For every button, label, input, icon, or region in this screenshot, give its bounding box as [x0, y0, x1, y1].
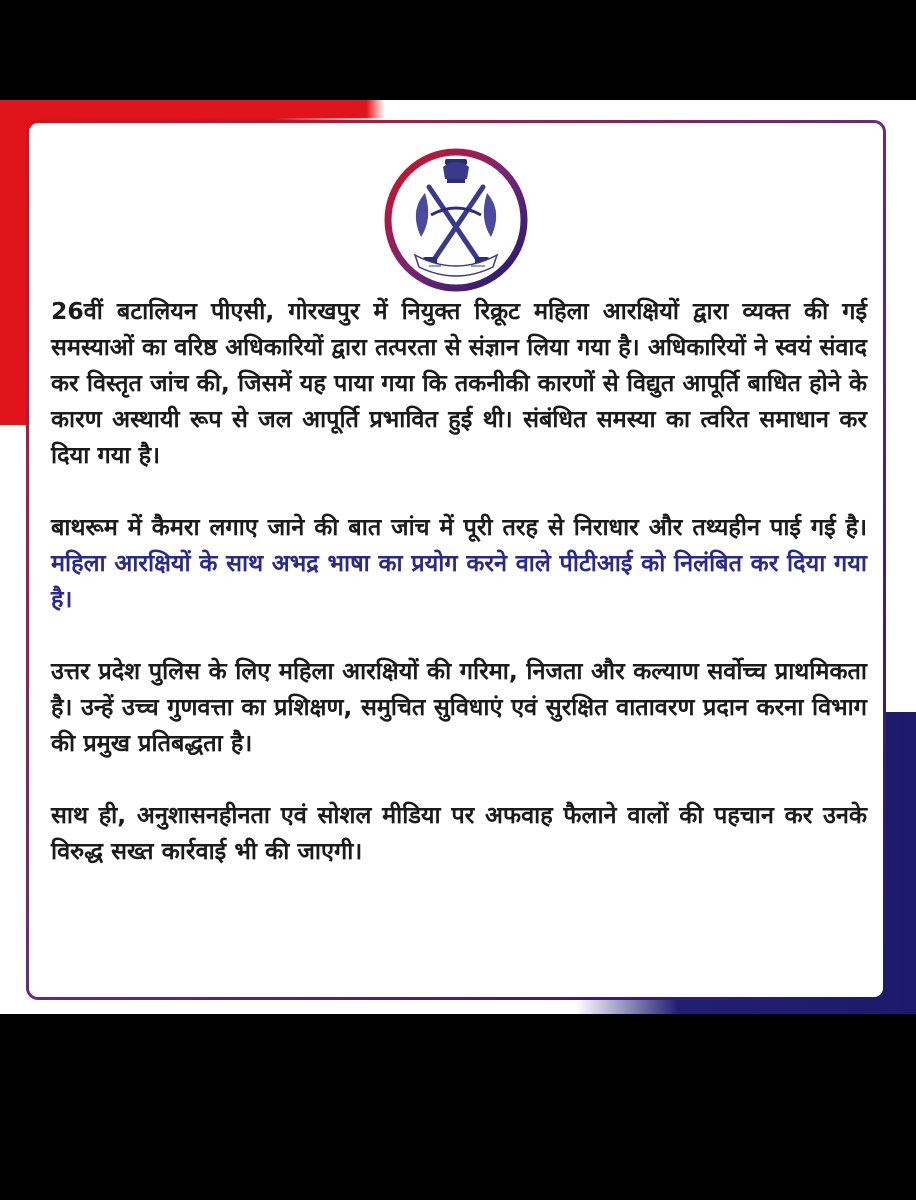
paragraph-investigation: 26वीं बटालियन पीएसी, गोरखपुर में नियुक्त रिक्रूट महिला आरक्षियों द्वारा व्यक्त की गई समस्याओं का वरिष्ठ अधिकारियों द्वारा तत्परता से संज्ञान लिया गया है। अधिकारियों ने स्वयं संवाद कर विस्तृत जांच की, जिसमें यह पाया गया कि तकनीकी कारणों से विद्युत आपूर्ति बाधित होने के कारण अस्थायी रूप से जल आपूर्ति प्रभावित हुई थी। संबंधित समस्या का त्वरित समाधान कर दिया गया है। — [51, 297, 867, 469]
suspension-notice: महिला आरक्षियों के साथ अभद्र भाषा का प्रयोग करने वाले पीटीआई को निलंबित कर दिया गया है। — [51, 549, 867, 613]
paragraph-commitment: उत्तर प्रदेश पुलिस के लिए महिला आरक्षियों की गरिमा, निजता और कल्याण सर्वोच्च प्राथमिकता है। उन्हें उच्च गुणवत्ता का प्रशिक्षण, समुचित सुविधाएं एवं सुरक्षित वातावरण प्रदान करना विभाग की प्रमुख प्रतिबद्धता है। — [51, 657, 867, 757]
paragraph-warning: साथ ही, अनुशासनहीनता एवं सोशल मीडिया पर अफवाह फैलाने वालों की पहचान कर उनके विरुद्ध सख्त कार्रवाई भी की जाएगी। — [51, 801, 867, 865]
statement-body — [29, 293, 889, 905]
paragraph-findings — [51, 509, 867, 617]
up-police-pac-emblem-icon — [381, 145, 531, 295]
statement-banner — [0, 100, 916, 1014]
statement-card — [26, 120, 886, 1000]
findings-text: बाथरूम में कैमरा लगाए जाने की बात जांच में पूरी तरह से निराधार और तथ्यहीन पाई गई है। — [51, 513, 867, 541]
red-accent-strip — [0, 100, 916, 118]
